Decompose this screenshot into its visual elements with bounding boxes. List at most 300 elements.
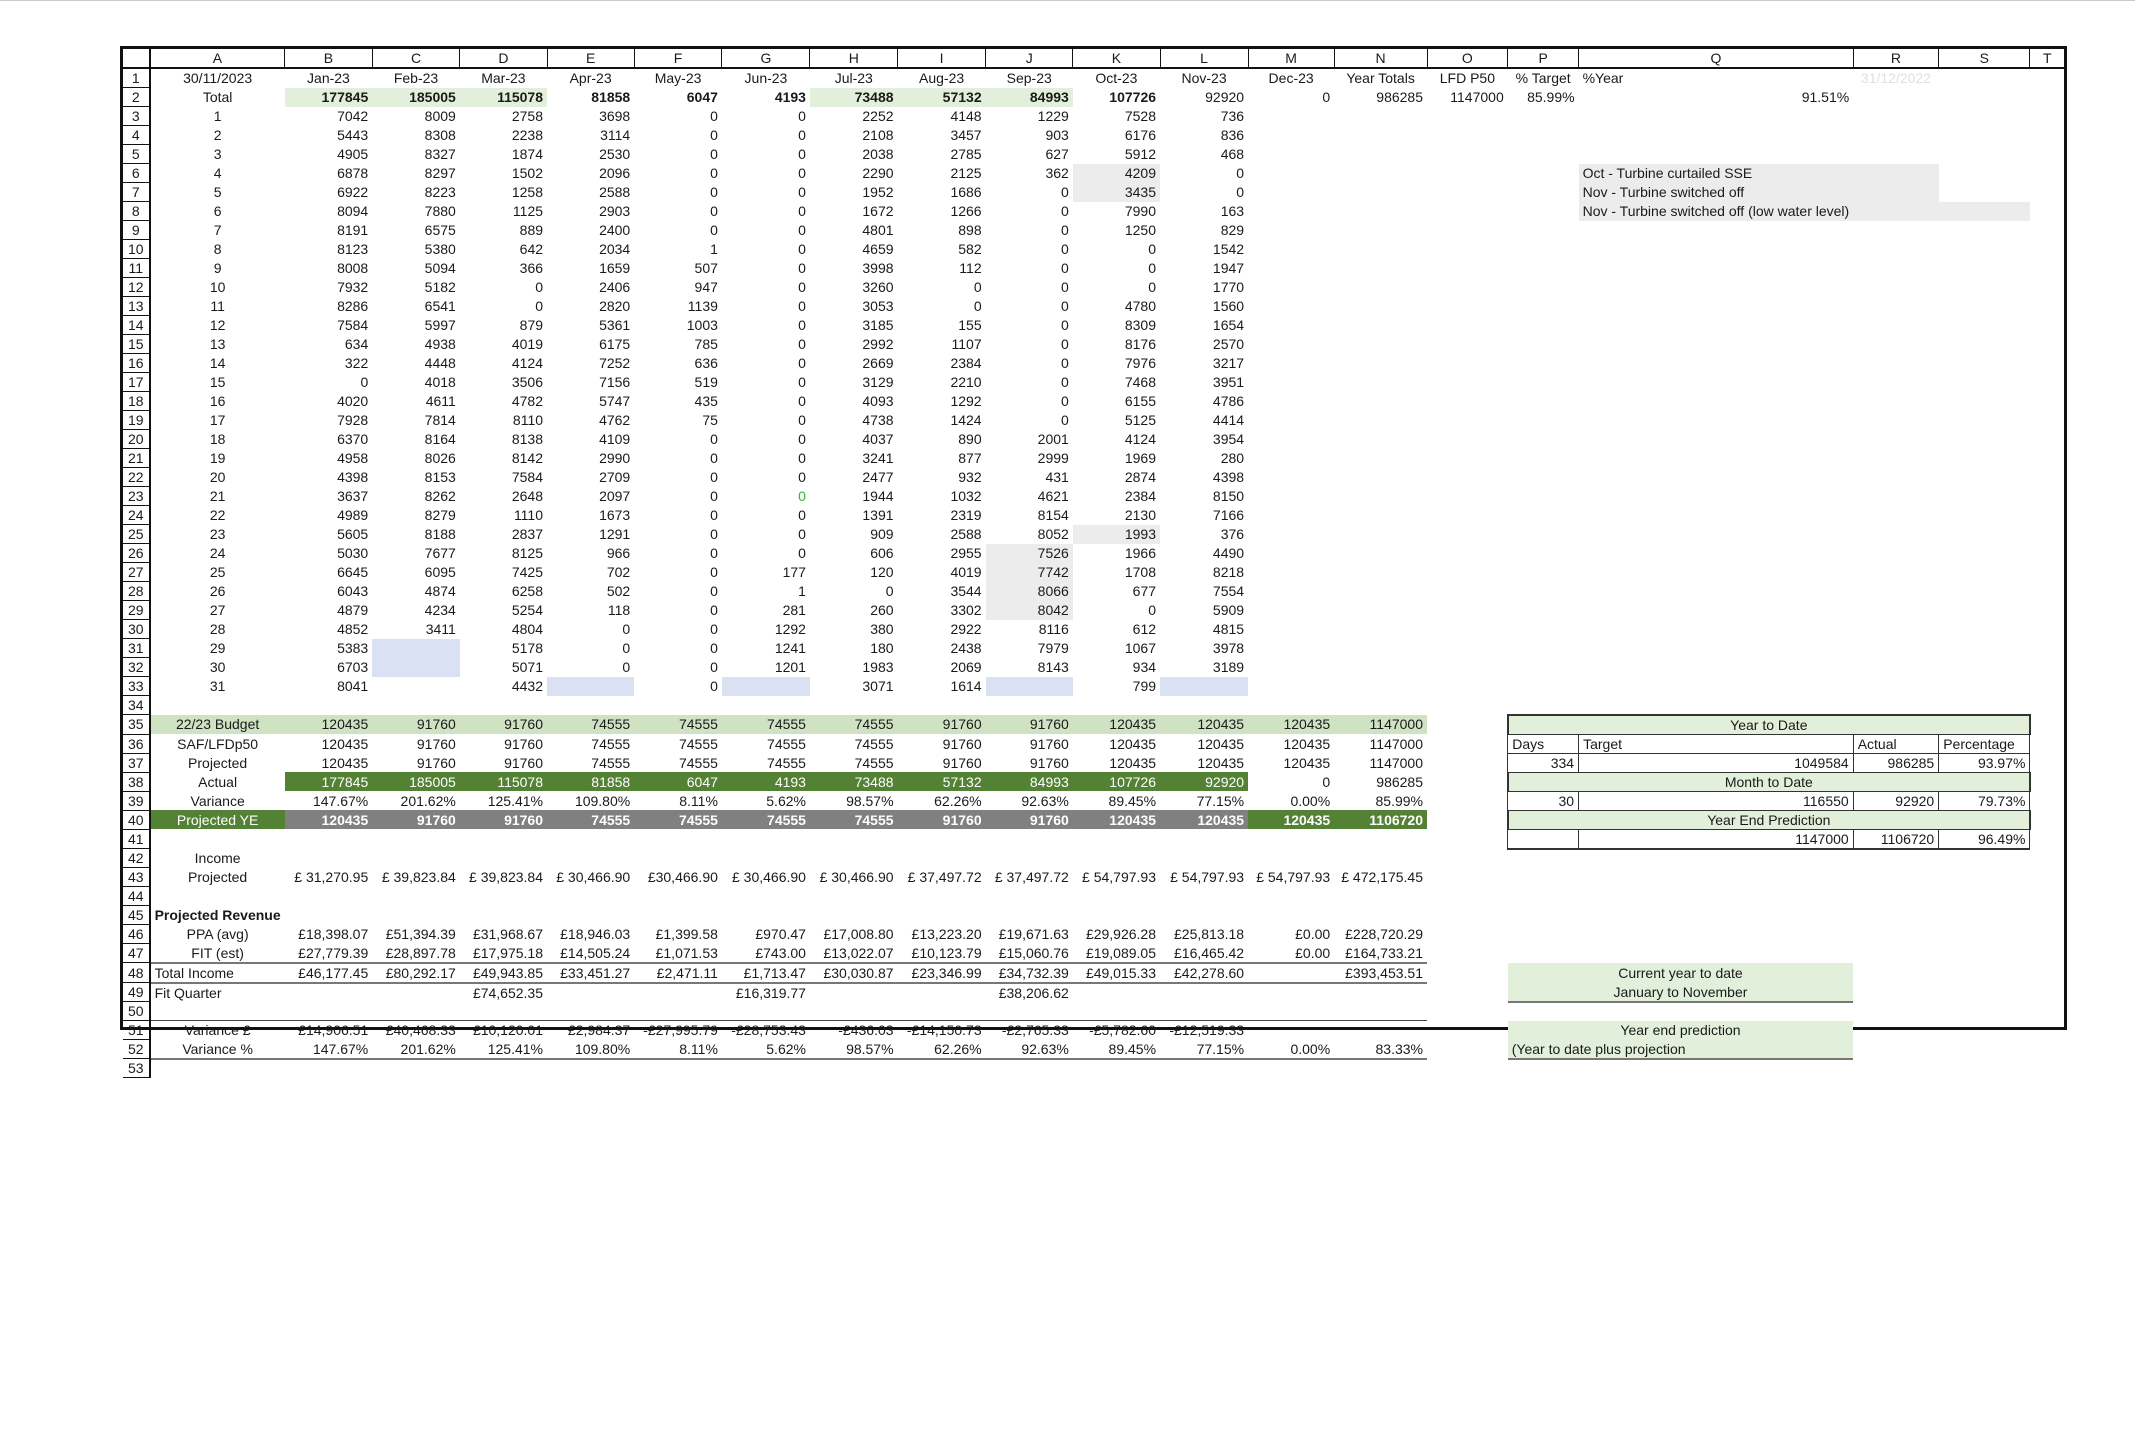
cell[interactable]: 4432 (511, 678, 544, 694)
cell[interactable]: 92920 (1160, 772, 1248, 791)
cell[interactable] (1248, 430, 1334, 449)
cell[interactable] (1853, 582, 1939, 601)
cell[interactable]: 0 (798, 393, 806, 409)
cell[interactable]: 91760 (1029, 754, 1069, 771)
cell[interactable]: 19 (209, 450, 226, 466)
cell[interactable]: 91760 (460, 715, 547, 735)
cell[interactable] (1334, 430, 1427, 449)
cell[interactable]: 91760 (942, 754, 982, 771)
column-header-L[interactable]: L (1160, 49, 1248, 68)
cell[interactable] (1853, 183, 1939, 202)
cell[interactable]: 0 (798, 203, 806, 219)
cell[interactable] (1508, 582, 1579, 601)
cell[interactable]: 73488 (810, 772, 898, 791)
cell[interactable] (1248, 411, 1334, 430)
cell[interactable] (372, 849, 460, 868)
column-header-O[interactable]: O (1427, 49, 1508, 68)
cell[interactable]: 3998 (862, 260, 894, 276)
cell[interactable] (1427, 487, 1508, 506)
cell[interactable]: 2130 (1124, 507, 1157, 523)
cell[interactable]: 84993 (986, 772, 1073, 791)
cell[interactable]: 0 (710, 431, 718, 447)
cell[interactable] (2030, 677, 2064, 696)
cell[interactable] (1939, 411, 2030, 430)
cell[interactable]: 8.11% (634, 1040, 722, 1059)
cell[interactable] (1248, 525, 1334, 544)
cell[interactable]: 109.80% (547, 1040, 634, 1059)
cell[interactable]: £ 54,797.93 (1082, 869, 1157, 885)
cell[interactable]: 7584 (511, 469, 544, 485)
cell[interactable] (1334, 525, 1427, 544)
cell[interactable] (898, 983, 986, 1002)
cell[interactable]: 376 (1220, 526, 1245, 542)
cell[interactable] (1853, 963, 1939, 983)
cell[interactable] (1427, 582, 1508, 601)
cell[interactable] (2030, 849, 2064, 868)
cell[interactable] (2030, 259, 2064, 278)
cell[interactable]: £16,465.42 (1160, 944, 1248, 963)
cell[interactable]: £0.00 (1248, 944, 1334, 963)
cell[interactable]: 8154 (1037, 507, 1069, 523)
cell[interactable]: 0 (1061, 355, 1069, 371)
cell[interactable]: 2785 (950, 146, 982, 162)
cell[interactable]: Variance % (150, 1040, 285, 1059)
cell[interactable]: 702 (606, 564, 631, 580)
cell[interactable] (1248, 582, 1334, 601)
cell[interactable]: 6176 (1124, 127, 1157, 143)
cell[interactable] (460, 906, 547, 925)
cell[interactable] (372, 983, 460, 1002)
cell[interactable] (1939, 639, 2030, 658)
cell[interactable]: -£27,995.79 (634, 1021, 722, 1040)
cell[interactable] (1508, 240, 1579, 259)
cell[interactable]: 2758 (511, 108, 544, 124)
cell[interactable]: 2238 (511, 127, 544, 143)
cell[interactable]: 1614 (950, 678, 982, 694)
cell[interactable] (2030, 696, 2064, 715)
cell[interactable]: 634 (344, 336, 369, 352)
cell[interactable]: 0 (710, 602, 718, 618)
cell[interactable] (1427, 1040, 1508, 1059)
cell[interactable] (634, 983, 722, 1002)
cell[interactable]: 3544 (950, 583, 982, 599)
cell[interactable] (634, 829, 722, 849)
cell[interactable] (547, 1002, 634, 1021)
cell[interactable]: 334 (1508, 753, 1579, 772)
cell[interactable]: Year end prediction (1508, 1021, 1853, 1040)
cell[interactable]: 0 (798, 469, 806, 485)
cell[interactable] (2030, 983, 2064, 1002)
cell[interactable] (1427, 354, 1508, 373)
cell[interactable]: 0 (798, 374, 806, 390)
cell[interactable]: 7156 (599, 374, 631, 390)
cell[interactable] (1853, 411, 1939, 430)
cell[interactable]: 1874 (511, 146, 544, 162)
cell[interactable]: 7990 (1124, 203, 1157, 219)
cell[interactable]: £970.47 (755, 926, 806, 942)
column-header-H[interactable]: H (810, 49, 898, 68)
cell[interactable]: 7932 (337, 279, 369, 295)
cell[interactable] (1248, 240, 1334, 259)
cell[interactable]: 8327 (424, 146, 456, 162)
cell[interactable]: 5254 (511, 602, 544, 618)
cell[interactable]: 0 (710, 184, 718, 200)
cell[interactable] (2030, 316, 2064, 335)
cell[interactable]: 7880 (424, 203, 456, 219)
cell[interactable] (1939, 107, 2030, 126)
cell[interactable]: £743.00 (722, 944, 810, 963)
cell[interactable] (547, 696, 634, 715)
cell[interactable] (1579, 906, 1854, 925)
cell[interactable]: 0 (798, 222, 806, 238)
cell[interactable]: £23,346.99 (898, 963, 986, 983)
cell[interactable]: 5361 (599, 317, 631, 333)
cell[interactable]: 7677 (424, 545, 456, 561)
cell[interactable]: 8308 (424, 127, 456, 143)
cell[interactable]: 74555 (722, 810, 810, 829)
cell[interactable]: 4209 (1073, 164, 1160, 183)
cell[interactable]: £ 30,466.90 (556, 869, 631, 885)
cell[interactable] (150, 1002, 285, 1021)
cell[interactable] (2030, 906, 2064, 925)
cell[interactable] (2030, 221, 2064, 240)
cell[interactable]: 16 (209, 393, 226, 409)
cell[interactable]: £164,733.21 (1334, 944, 1427, 963)
cell[interactable]: 0 (1061, 279, 1069, 295)
cell[interactable]: £10,120.01 (460, 1021, 547, 1040)
cell[interactable] (2030, 887, 2064, 906)
cell[interactable]: 92920 (1205, 89, 1245, 105)
cell[interactable]: 3114 (600, 127, 631, 143)
cell[interactable]: 966 (606, 545, 631, 561)
cell[interactable] (460, 887, 547, 906)
cell[interactable]: 1672 (862, 203, 894, 219)
cell[interactable]: 91760 (1029, 735, 1069, 752)
cell[interactable]: Projected (188, 754, 248, 771)
cell[interactable] (1334, 145, 1427, 164)
cell[interactable]: 8286 (337, 298, 369, 314)
cell[interactable] (1853, 487, 1939, 506)
cell[interactable]: 93.97% (1939, 753, 2030, 772)
cell[interactable]: Target (1579, 734, 1854, 753)
cell[interactable]: 27 (209, 602, 226, 618)
cell[interactable]: 3411 (425, 621, 456, 637)
cell[interactable] (898, 696, 986, 715)
cell[interactable] (1508, 354, 1579, 373)
cell[interactable]: Dec-23 (1268, 70, 1314, 87)
cell[interactable] (1579, 620, 1854, 639)
cell[interactable] (1939, 677, 2030, 696)
cell[interactable]: 75 (702, 412, 718, 428)
cell[interactable]: £34,732.39 (986, 963, 1073, 983)
cell[interactable]: 8 (213, 241, 222, 257)
cell[interactable]: Projected YE (150, 810, 285, 829)
cell[interactable]: 125.41% (460, 1040, 547, 1059)
cell[interactable]: 8138 (511, 431, 544, 447)
cell[interactable]: 91760 (986, 810, 1073, 829)
cell[interactable]: 366 (519, 260, 544, 276)
cell[interactable] (898, 849, 986, 868)
cell[interactable] (1579, 278, 1854, 297)
cell[interactable] (1939, 525, 2030, 544)
cell[interactable] (1508, 944, 1579, 963)
column-header-E[interactable]: E (547, 49, 634, 68)
cell[interactable]: 29 (209, 640, 226, 656)
cell[interactable]: 185005 (372, 88, 460, 107)
cell[interactable]: £15,060.76 (986, 944, 1073, 963)
cell[interactable]: 1424 (950, 412, 982, 428)
cell[interactable]: 4414 (1212, 412, 1245, 428)
cell[interactable] (1427, 734, 1508, 753)
cell[interactable] (1579, 430, 1854, 449)
cell[interactable]: 3506 (511, 374, 544, 390)
cell[interactable] (1853, 563, 1939, 582)
cell[interactable] (285, 887, 373, 906)
cell[interactable]: 6258 (511, 583, 544, 599)
cell[interactable]: 2820 (599, 298, 631, 314)
cell[interactable]: 0 (798, 412, 806, 428)
cell[interactable] (1334, 829, 1427, 849)
cell[interactable]: 8188 (424, 526, 456, 542)
cell[interactable]: PPA (avg) (186, 926, 249, 942)
cell[interactable]: £18,946.03 (560, 926, 631, 942)
cell[interactable] (1853, 868, 1939, 887)
cell[interactable]: 3260 (862, 279, 894, 295)
cell[interactable] (2030, 963, 2064, 983)
cell[interactable]: £19,671.63 (998, 926, 1069, 942)
cell[interactable]: 636 (694, 355, 718, 371)
cell[interactable] (2030, 829, 2064, 849)
column-header-R[interactable]: R (1853, 49, 1939, 68)
cell[interactable]: 4234 (424, 602, 456, 618)
cell[interactable] (898, 887, 986, 906)
cell[interactable] (1508, 278, 1579, 297)
cell[interactable]: £29,926.28 (1085, 926, 1157, 942)
cell[interactable] (986, 677, 1073, 696)
cell[interactable] (1508, 677, 1579, 696)
cell[interactable]: 877 (958, 450, 982, 466)
cell[interactable]: 1049584 (1579, 753, 1854, 772)
cell[interactable] (1939, 354, 2030, 373)
cell[interactable]: 736 (1220, 108, 1245, 124)
cell[interactable]: 91760 (986, 715, 1073, 735)
cell[interactable] (1427, 1021, 1508, 1040)
cell[interactable]: £ 39,823.84 (381, 869, 456, 885)
cell[interactable]: 0 (798, 241, 806, 257)
cell[interactable] (1160, 1059, 1248, 1078)
cell[interactable] (547, 849, 634, 868)
cell[interactable] (1508, 506, 1579, 525)
cell[interactable]: 4738 (862, 412, 894, 428)
cell[interactable]: 2709 (599, 469, 631, 485)
cell[interactable]: 0.00% (1248, 1040, 1334, 1059)
cell[interactable] (1427, 925, 1508, 944)
cell[interactable]: Variance (190, 792, 245, 809)
cell[interactable]: 1147000 (1334, 715, 1427, 735)
cell[interactable] (2030, 715, 2064, 735)
cell[interactable] (1248, 506, 1334, 525)
cell[interactable] (1853, 164, 1939, 183)
cell[interactable]: 0 (1061, 336, 1069, 352)
cell[interactable]: 3071 (862, 678, 894, 694)
cell[interactable]: 8009 (424, 108, 456, 124)
cell[interactable] (2030, 183, 2064, 202)
cell[interactable] (1248, 601, 1334, 620)
cell[interactable]: £ 54,797.93 (1256, 869, 1331, 885)
cell[interactable]: 1107 (951, 336, 982, 352)
cell[interactable]: 91760 (898, 715, 986, 735)
cell[interactable] (1334, 259, 1427, 278)
cell[interactable]: 74555 (854, 735, 894, 752)
cell[interactable] (1939, 868, 2030, 887)
cell[interactable] (1073, 829, 1160, 849)
cell[interactable] (285, 829, 373, 849)
cell[interactable] (1853, 297, 1939, 316)
cell[interactable]: 0 (622, 621, 631, 637)
cell[interactable]: 4801 (862, 222, 894, 238)
cell[interactable]: 0 (535, 279, 544, 295)
cell[interactable]: 2648 (511, 488, 544, 504)
cell[interactable]: 74555 (678, 735, 718, 752)
cell[interactable]: 28 (209, 621, 226, 637)
cell[interactable] (1427, 963, 1508, 983)
cell[interactable]: £17,975.18 (460, 944, 547, 963)
cell[interactable]: 18 (209, 431, 226, 447)
cell[interactable]: 30 (209, 659, 226, 675)
cell[interactable] (722, 906, 810, 925)
cell[interactable]: £ 37,497.72 (907, 869, 982, 885)
cell[interactable] (1427, 164, 1508, 183)
cell[interactable]: 0 (1322, 89, 1331, 105)
cell[interactable] (150, 829, 285, 849)
cell[interactable] (1334, 449, 1427, 468)
cell[interactable]: 1258 (511, 184, 544, 200)
cell[interactable] (1579, 677, 1854, 696)
cell[interactable]: 1266 (950, 203, 982, 219)
cell[interactable]: 4018 (424, 374, 456, 390)
cell[interactable]: 3698 (599, 108, 631, 124)
cell[interactable] (810, 696, 898, 715)
cell[interactable]: £10,123.79 (898, 944, 986, 963)
cell[interactable]: 4093 (862, 393, 894, 409)
cell[interactable]: 120435 (321, 754, 369, 771)
cell[interactable]: 77.15% (1160, 1040, 1248, 1059)
cell[interactable] (1508, 1002, 1579, 1021)
cell[interactable] (722, 887, 810, 906)
cell[interactable]: 2 (213, 127, 222, 143)
cell[interactable] (1579, 259, 1854, 278)
cell[interactable]: £28,897.78 (372, 944, 460, 963)
cell[interactable] (898, 1059, 986, 1078)
cell[interactable] (1248, 278, 1334, 297)
cell[interactable]: 116550 (1579, 791, 1854, 810)
cell[interactable] (810, 983, 898, 1002)
cell[interactable] (1939, 487, 2030, 506)
cell[interactable]: £ 39,823.84 (469, 869, 544, 885)
cell[interactable]: 5178 (511, 640, 544, 656)
cell[interactable]: £ 37,497.72 (994, 869, 1069, 885)
cell[interactable] (810, 829, 898, 849)
cell[interactable] (898, 829, 986, 849)
cell[interactable] (1853, 1021, 1939, 1040)
cell[interactable]: 934 (1132, 659, 1157, 675)
cell[interactable] (1853, 278, 1939, 297)
cell[interactable] (2030, 1021, 2064, 1040)
cell[interactable] (1939, 430, 2030, 449)
cell[interactable]: 829 (1220, 222, 1245, 238)
cell[interactable]: 0 (710, 488, 718, 504)
cell[interactable]: 3435 (1073, 183, 1160, 202)
cell[interactable] (1248, 259, 1334, 278)
cell[interactable]: 4019 (511, 336, 544, 352)
cell[interactable]: 2384 (1124, 488, 1157, 504)
cell[interactable]: 180 (870, 640, 894, 656)
cell[interactable] (1427, 145, 1508, 164)
cell[interactable] (1073, 887, 1160, 906)
cell[interactable] (1853, 107, 1939, 126)
cell[interactable]: 3189 (1212, 659, 1245, 675)
cell[interactable] (1160, 983, 1248, 1002)
cell[interactable]: 4804 (511, 621, 544, 637)
cell[interactable]: 6645 (337, 564, 369, 580)
cell[interactable]: 26 (209, 583, 226, 599)
cell[interactable] (1853, 468, 1939, 487)
cell[interactable] (285, 849, 373, 868)
cell[interactable]: £17,008.80 (823, 926, 894, 942)
column-header-A[interactable]: A (150, 49, 285, 68)
cell[interactable] (2030, 810, 2064, 829)
cell[interactable] (1579, 126, 1854, 145)
cell[interactable] (2030, 1040, 2064, 1059)
cell[interactable] (372, 1002, 460, 1021)
cell[interactable]: 4448 (424, 355, 456, 371)
cell[interactable]: 8309 (1124, 317, 1157, 333)
cell[interactable] (1939, 202, 2030, 221)
cell[interactable]: 89.45% (1108, 792, 1157, 809)
cell[interactable]: 91760 (460, 810, 547, 829)
cell[interactable] (372, 639, 460, 658)
cell[interactable]: Nov - Turbine switched off (low water level) (1579, 202, 1854, 221)
cell[interactable]: 1229 (1037, 108, 1069, 124)
cell[interactable]: £74,652.35 (472, 984, 544, 1001)
cell[interactable]: 74555 (678, 754, 718, 771)
cell[interactable] (1248, 202, 1334, 221)
cell[interactable] (1073, 983, 1160, 1002)
cell[interactable]: 120435 (1283, 754, 1331, 771)
cell[interactable] (1073, 849, 1160, 868)
cell[interactable]: SAF/LFDp50 (177, 735, 259, 752)
cell[interactable] (1939, 392, 2030, 411)
cell[interactable]: 3951 (1212, 374, 1245, 390)
cell[interactable] (1508, 392, 1579, 411)
cell[interactable]: 73488 (810, 88, 898, 107)
cell[interactable]: 12 (209, 317, 226, 333)
cell[interactable]: 0 (798, 184, 806, 200)
cell[interactable]: 0 (710, 583, 718, 599)
cell[interactable] (1248, 183, 1334, 202)
cell[interactable] (1427, 677, 1508, 696)
cell[interactable] (1853, 335, 1939, 354)
cell[interactable]: 91760 (416, 754, 456, 771)
cell[interactable] (1939, 925, 2030, 944)
cell[interactable]: 11 (210, 298, 225, 314)
cell[interactable] (1334, 297, 1427, 316)
cell[interactable]: 74555 (722, 715, 810, 735)
cell[interactable]: 1686 (950, 184, 982, 200)
cell[interactable]: 986285 (1853, 753, 1939, 772)
cell[interactable] (2030, 411, 2064, 430)
cell[interactable]: £13,223.20 (911, 926, 982, 942)
